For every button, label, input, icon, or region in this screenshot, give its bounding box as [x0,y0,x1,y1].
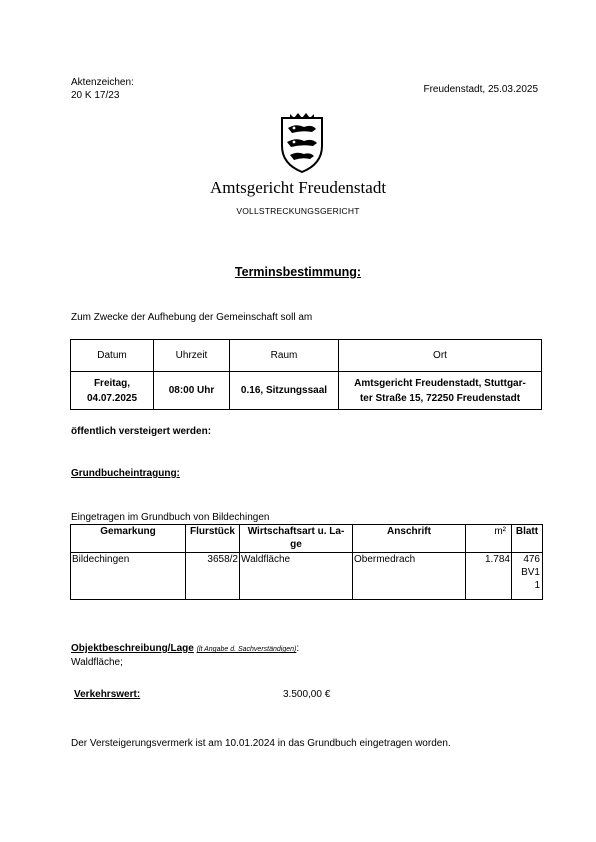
header-anschrift: Anschrift [353,525,466,553]
cell-wirtschaftsart: Waldfläche [240,553,353,600]
eingetragen-text: Eingetragen im Grundbuch von Bildechingen [71,512,270,523]
intro-text: Zum Zwecke der Aufhebung der Gemeinschaft soll am [71,312,313,323]
vermerk-text: Der Versteigerungsvermerk ist am 10.01.2024 in das Grundbuch eingetragen worden. [71,738,451,749]
cell-flurstueck: 3658/2 [186,553,240,600]
termin-data-row [71,372,542,410]
objekt-heading-label: Objektbeschreibung/Lage [71,643,194,654]
aktenzeichen-label: Aktenzeichen: [71,77,134,88]
objekt-heading [71,643,299,654]
grundbuch-data-row [71,553,543,600]
versteigert-text: öffentlich versteigert werden: [71,426,212,437]
verkehrswert-value: 3.500,00 € [283,689,331,700]
datum-weekday: Freitag, [93,377,131,389]
header-qm: m² [466,525,512,553]
ort-line1: Amtsgericht Freudenstadt, Stuttgar- [354,377,526,389]
header-flurstueck: Flurstück [186,525,240,553]
wirtschaftsart-line1: Wirtschaftsart u. La- [247,526,345,537]
blatt-line1: 476 [523,554,540,565]
cell-qm: 1.784 [466,553,512,600]
blatt-line2: BV1 [521,567,540,578]
header-uhrzeit: Uhrzeit [154,340,230,372]
cell-gemarkung: Bildechingen [71,553,186,600]
cell-ort [339,372,542,410]
objekt-description: Waldfläche; [71,657,123,668]
objekt-heading-note: (lt Angabe d. Sachverständigen) [196,646,297,653]
grundbuch-heading: Grundbucheintragung: [71,468,180,479]
blatt-line3: 1 [534,580,540,591]
wirtschaftsart-line2: ge [290,539,302,550]
header-ort: Ort [339,340,542,372]
header-raum: Raum [230,340,339,372]
aktenzeichen-value: 20 K 17/23 [71,90,120,101]
cell-uhrzeit: 08:00 Uhr [154,372,230,410]
grundbuch-header-row [71,525,543,553]
cell-anschrift: Obermedrach [353,553,466,600]
header-gemarkung: Gemarkung [71,525,186,553]
header-datum: Datum [71,340,154,372]
cell-datum [71,372,154,410]
objekt-heading-colon: : [296,643,300,654]
termin-header-row [71,340,542,372]
datum-date: 04.07.2025 [86,392,138,404]
aktenzeichen-block [71,76,134,102]
ort-line2: ter Straße 15, 72250 Freudenstadt [359,392,521,404]
page-title: Terminsbestimmung: [234,265,362,279]
verkehrswert-label: Verkehrswert: [74,689,141,700]
cell-blatt [512,553,543,600]
cell-raum: 0.16, Sitzungssaal [230,372,339,410]
header-blatt: Blatt [512,525,543,553]
court-department: VOLLSTRECKUNGSGERICHT [236,206,360,216]
termin-table [70,339,542,410]
grundbuch-table [70,524,543,600]
court-name: Amtsgericht Freudenstadt [209,178,387,197]
coat-of-arms-icon [278,112,326,174]
place-date: Freudenstadt, 25.03.2025 [423,84,538,95]
header-wirtschaftsart [240,525,353,553]
